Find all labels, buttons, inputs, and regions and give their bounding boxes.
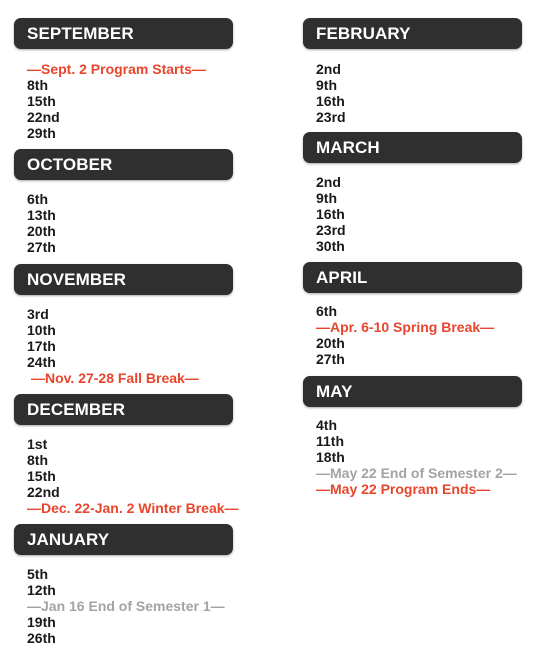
date-entry: 18th (316, 449, 345, 465)
date-entry: 15th (27, 468, 56, 484)
date-entry: 23rd (316, 222, 346, 238)
date-entry: 27th (316, 351, 345, 367)
date-entry: 3rd (27, 306, 49, 322)
date-entry: 29th (27, 125, 56, 141)
month-entries (303, 417, 543, 497)
date-entry: 22nd (27, 484, 60, 500)
month-entries (14, 61, 254, 141)
event-fall-break: —Nov. 27-28 Fall Break— (31, 370, 199, 386)
month-header: SEPTEMBER (14, 18, 233, 49)
month-header: MAY (303, 376, 522, 407)
month-april (303, 262, 543, 367)
date-entry: 16th (316, 206, 345, 222)
month-header: FEBRUARY (303, 18, 522, 49)
event-program-end: —May 22 Program Ends— (316, 481, 491, 497)
month-header: NOVEMBER (14, 264, 233, 295)
date-entry: 6th (27, 191, 48, 207)
month-march (303, 132, 543, 254)
date-entry: 11th (316, 433, 345, 449)
date-entry: 10th (27, 322, 56, 338)
month-entries (303, 61, 543, 125)
date-entry: 30th (316, 238, 345, 254)
date-entry: 17th (27, 338, 56, 354)
date-entry: 12th (27, 582, 56, 598)
month-entries (303, 174, 543, 254)
month-february (303, 18, 543, 125)
month-september (14, 18, 254, 141)
month-entries (14, 306, 254, 386)
event-end-semester-2: —May 22 End of Semester 2— (316, 465, 517, 481)
month-entries (14, 436, 254, 516)
event-spring-break: —Apr. 6-10 Spring Break— (316, 319, 495, 335)
month-january (14, 524, 254, 646)
month-entries (14, 566, 254, 646)
date-entry: 9th (316, 190, 337, 206)
date-entry: 1st (27, 436, 48, 452)
month-header: APRIL (303, 262, 522, 293)
month-entries (303, 303, 543, 367)
date-entry: 2nd (316, 61, 341, 77)
date-entry: 19th (27, 614, 56, 630)
date-entry: 5th (27, 566, 48, 582)
month-may (303, 376, 543, 497)
month-december (14, 394, 254, 516)
month-october (14, 149, 254, 255)
date-entry: 23rd (316, 109, 346, 125)
date-entry: 4th (316, 417, 337, 433)
event-winter-break: —Dec. 22-Jan. 2 Winter Break— (27, 500, 239, 516)
month-header: DECEMBER (14, 394, 233, 425)
date-entry: 2nd (316, 174, 341, 190)
event-end-semester-1: —Jan 16 End of Semester 1— (27, 598, 225, 614)
month-entries (14, 191, 254, 255)
date-entry: 16th (316, 93, 345, 109)
date-entry: 24th (27, 354, 56, 370)
month-header: OCTOBER (14, 149, 233, 180)
date-entry: 13th (27, 207, 56, 223)
date-entry: 22nd (27, 109, 60, 125)
month-header: JANUARY (14, 524, 233, 555)
event-program-start: —Sept. 2 Program Starts— (27, 61, 206, 77)
date-entry: 26th (27, 630, 56, 646)
month-november (14, 264, 254, 386)
date-entry: 15th (27, 93, 56, 109)
date-entry: 8th (27, 452, 48, 468)
date-entry: 8th (27, 77, 48, 93)
month-header: MARCH (303, 132, 522, 163)
date-entry: 9th (316, 77, 337, 93)
date-entry: 20th (27, 223, 56, 239)
date-entry: 20th (316, 335, 345, 351)
date-entry: 27th (27, 239, 56, 255)
date-entry: 6th (316, 303, 337, 319)
